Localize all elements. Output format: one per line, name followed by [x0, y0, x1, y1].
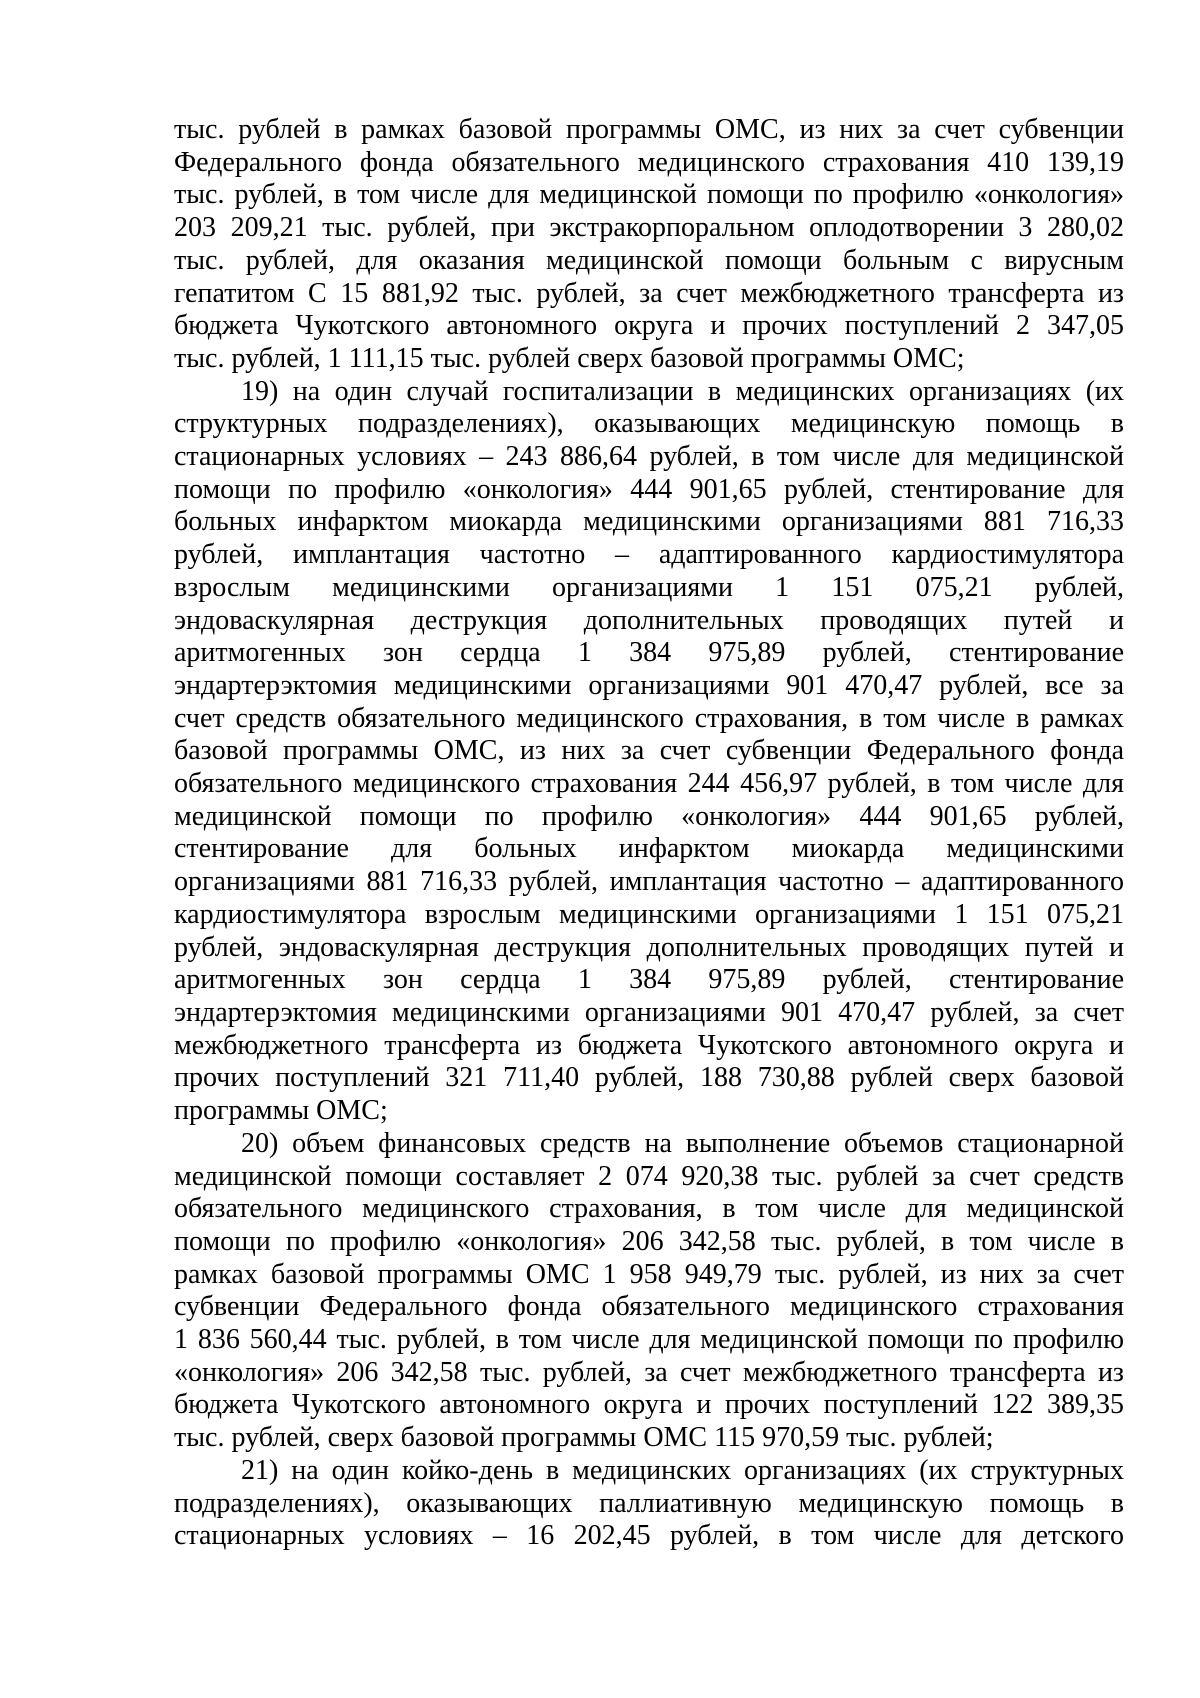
text-line: счет средств обязательного медицинского страхования, в том числе в рамках: [174, 702, 1124, 734]
text-line: бюджета Чукотского автономного округа и прочих поступлений 2 347,05: [174, 310, 1124, 342]
text-line: взрослым медицинскими организациями 1 151 075,21 рублей,: [174, 571, 1124, 603]
text-line: структурных подразделениях), оказывающих медицинскую помощь в: [174, 408, 1124, 440]
text-line: программы ОМС;: [174, 1095, 388, 1127]
text-line: обязательного медицинского страхования 244 456,97 рублей, в том числе для: [174, 768, 1124, 800]
text-line: бюджета Чукотского автономного округа и прочих поступлений 122 389,35: [174, 1389, 1124, 1421]
text-line: эндартерэктомия медицинскими организациями 901 470,47 рублей, за счет: [174, 996, 1124, 1028]
text-line: тыс. рублей, в том числе для медицинской помощи по профилю «онкология»: [174, 179, 1124, 211]
text-line: тыс. рублей, для оказания медицинской помощи больным с вирусным: [174, 244, 1124, 276]
text-line: больных инфарктом миокарда медицинскими организациями 881 716,33: [174, 506, 1124, 538]
text-line: медицинской помощи составляет 2 074 920,38 тыс. рублей за счет средств: [174, 1160, 1124, 1192]
text-line: 19) на один случай госпитализации в медицинских организациях (их: [241, 375, 1124, 407]
text-line: аритмогенных зон сердца 1 384 975,89 рублей, стентирование: [174, 964, 1124, 996]
text-line: медицинской помощи по профилю «онкология» 444 901,65 рублей,: [174, 800, 1124, 832]
text-line: Федерального фонда обязательного медицинского страхования 410 139,19: [174, 146, 1124, 178]
text-line: тыс. рублей, сверх базовой программы ОМС 115 970,59 тыс. рублей;: [174, 1422, 994, 1454]
text-line: рублей, эндоваскулярная деструкция дополнительных проводящих путей и: [174, 931, 1124, 963]
text-line: базовой программы ОМС, из них за счет субвенции Федерального фонда: [174, 735, 1124, 767]
text-line: тыс. рублей в рамках базовой программы ОМС, из них за счет субвенции: [174, 114, 1124, 145]
text-line: тыс. рублей, 1 111,15 тыс. рублей сверх базовой программы ОМС;: [174, 342, 965, 374]
text-line: субвенции Федерального фонда обязательного медицинского страхования: [174, 1291, 1124, 1323]
text-line: аритмогенных зон сердца 1 384 975,89 рублей, стентирование: [174, 637, 1124, 669]
text-line: «онкология» 206 342,58 тыс. рублей, за счет межбюджетного трансферта из: [174, 1356, 1124, 1388]
text-line: организациями 881 716,33 рублей, имплантация частотно – адаптированного: [174, 866, 1124, 898]
text-line: помощи по профилю «онкология» 444 901,65 рублей, стентирование для: [174, 473, 1124, 505]
text-line: прочих поступлений 321 711,40 рублей, 188 730,88 рублей сверх базовой: [174, 1062, 1124, 1094]
text-line: помощи по профилю «онкология» 206 342,58 тыс. рублей, в том числе в: [174, 1225, 1124, 1257]
document-body: [174, 114, 1124, 1553]
text-line: стационарных условиях – 16 202,45 рублей, в том числе для детского: [174, 1520, 1124, 1552]
text-line: 1 836 560,44 тыс. рублей, в том числе для медицинской помощи по профилю: [174, 1324, 1124, 1356]
text-line: 203 209,21 тыс. рублей, при экстракорпоральном оплодотворении 3 280,02: [174, 212, 1124, 244]
text-line: гепатитом С 15 881,92 тыс. рублей, за счет межбюджетного трансферта из: [174, 277, 1124, 309]
paragraph-p21: [174, 1455, 1124, 1553]
text-line: стентирование для больных инфарктом миокарда медицинскими: [174, 833, 1124, 865]
text-line: эндоваскулярная деструкция дополнительных проводящих путей и: [174, 604, 1124, 636]
text-line: межбюджетного трансферта из бюджета Чукотского автономного округа и: [174, 1029, 1124, 1061]
paragraph-cont: [174, 114, 1124, 376]
text-line: обязательного медицинского страхования, в том числе для медицинской: [174, 1193, 1124, 1225]
text-line: эндартерэктомия медицинскими организациями 901 470,47 рублей, все за: [174, 669, 1124, 701]
text-line: стационарных условиях – 243 886,64 рублей, в том числе для медицинской: [174, 441, 1124, 473]
text-line: рублей, имплантация частотно – адаптированного кардиостимулятора: [174, 539, 1124, 571]
text-line: 20) объем финансовых средств на выполнение объемов стационарной: [241, 1127, 1124, 1159]
paragraph-p20: [174, 1128, 1124, 1455]
text-line: 21) на один койко-день в медицинских организациях (их структурных: [241, 1454, 1124, 1486]
text-line: подразделениях), оказывающих паллиативную медицинскую помощь в: [174, 1487, 1124, 1519]
paragraph-p19: [174, 376, 1124, 1128]
text-line: кардиостимулятора взрослым медицинскими организациями 1 151 075,21: [174, 898, 1124, 930]
text-line: рамках базовой программы ОМС 1 958 949,79 тыс. рублей, из них за счет: [174, 1258, 1124, 1290]
